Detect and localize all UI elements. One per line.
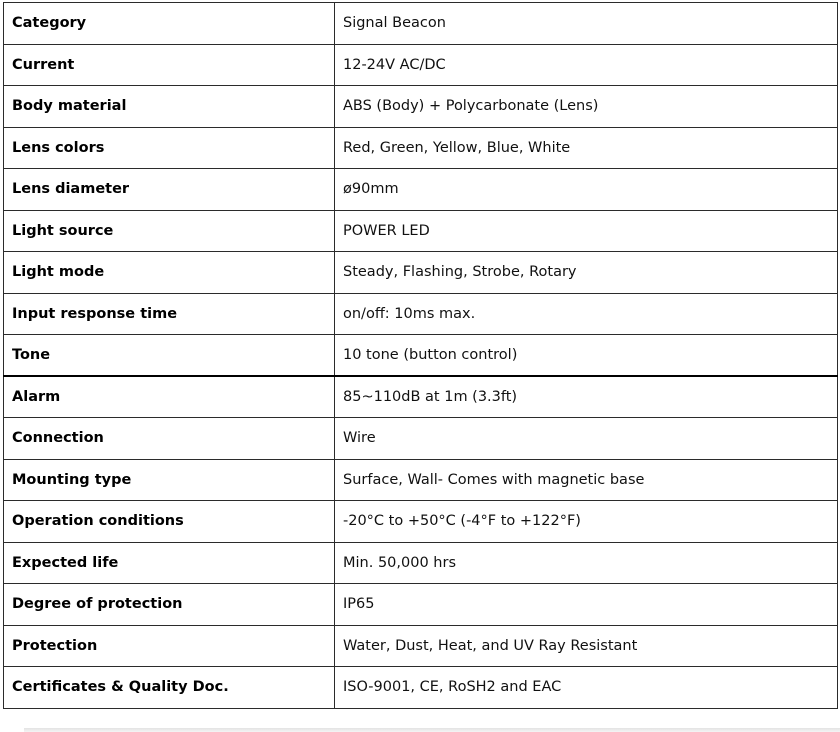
spec-label: Protection (4, 625, 335, 667)
spec-value: -20°C to +50°C (-4°F to +122°F) (335, 501, 838, 543)
table-row (4, 625, 838, 667)
table-row (4, 584, 838, 626)
spec-label: Tone (4, 335, 335, 377)
spec-label: Alarm (4, 376, 335, 418)
spec-label: Light mode (4, 252, 335, 294)
spec-value: 12-24V AC/DC (335, 44, 838, 86)
spec-value: ABS (Body) + Polycarbonate (Lens) (335, 86, 838, 128)
spec-value: POWER LED (335, 210, 838, 252)
spec-value: on/off: 10ms max. (335, 293, 838, 335)
bottom-shadow-divider (24, 728, 840, 732)
spec-label: Lens colors (4, 127, 335, 169)
spec-value: Surface, Wall- Comes with magnetic base (335, 459, 838, 501)
table-row (4, 376, 838, 418)
spec-value: Min. 50,000 hrs (335, 542, 838, 584)
spec-value: Signal Beacon (335, 3, 838, 45)
spec-table (3, 2, 838, 709)
table-row (4, 252, 838, 294)
table-row (4, 293, 838, 335)
spec-table-body (4, 3, 838, 709)
table-row (4, 667, 838, 709)
spec-label: Expected life (4, 542, 335, 584)
table-row (4, 169, 838, 211)
spec-value: Wire (335, 418, 838, 460)
table-row (4, 459, 838, 501)
spec-label: Certificates & Quality Doc. (4, 667, 335, 709)
spec-label: Category (4, 3, 335, 45)
spec-label: Lens diameter (4, 169, 335, 211)
spec-label: Operation conditions (4, 501, 335, 543)
spec-label: Mounting type (4, 459, 335, 501)
spec-value: Steady, Flashing, Strobe, Rotary (335, 252, 838, 294)
spec-value: ø90mm (335, 169, 838, 211)
table-row (4, 210, 838, 252)
table-row (4, 86, 838, 128)
table-row (4, 127, 838, 169)
spec-value: Red, Green, Yellow, Blue, White (335, 127, 838, 169)
spec-label: Input response time (4, 293, 335, 335)
table-row (4, 44, 838, 86)
spec-label: Connection (4, 418, 335, 460)
spec-label: Light source (4, 210, 335, 252)
spec-label: Degree of protection (4, 584, 335, 626)
spec-value: IP65 (335, 584, 838, 626)
table-row (4, 501, 838, 543)
spec-label: Body material (4, 86, 335, 128)
table-row (4, 418, 838, 460)
spec-label: Current (4, 44, 335, 86)
table-row (4, 3, 838, 45)
spec-value: ISO-9001, CE, RoSH2 and EAC (335, 667, 838, 709)
table-row (4, 542, 838, 584)
spec-value: 10 tone (button control) (335, 335, 838, 377)
spec-value: Water, Dust, Heat, and UV Ray Resistant (335, 625, 838, 667)
spec-value: 85~110dB at 1m (3.3ft) (335, 376, 838, 418)
table-row (4, 335, 838, 377)
